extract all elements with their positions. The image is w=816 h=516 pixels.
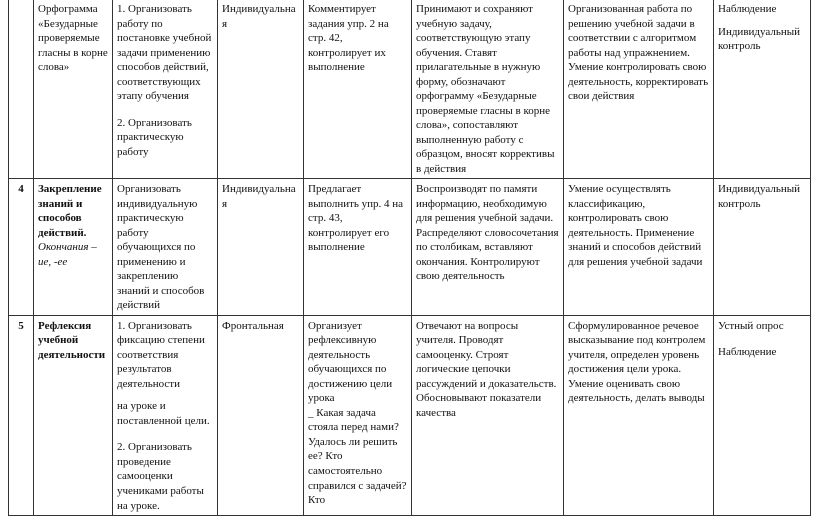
stage-cell — [34, 0, 113, 179]
task-item: на уроке и поставленной цели. — [117, 400, 210, 427]
teacher-activity-cell — [304, 0, 412, 179]
results-cell: Сформулированное речевое высказывание под контролем учителя, определен уровень достижения цели урока. Умение оценивать свою деятельность, делать выводы — [564, 315, 714, 515]
stage-number-cell: 5 — [9, 315, 34, 515]
form-cell: Фронтальная — [218, 315, 304, 515]
teacher-activity-cell — [304, 179, 412, 316]
task-item: Организовать индивидуальную практическую работу обучающихся по применению и закреплению знаний и способов действий — [117, 183, 205, 312]
tasks-cell — [113, 0, 218, 179]
stage-title: Закрепление знаний и способов действий. — [38, 183, 102, 239]
control-item: Наблюдение — [718, 346, 777, 359]
control-item: Наблюдение — [718, 3, 777, 15]
table-row — [9, 179, 811, 316]
teacher-text: _ Какая задача стояла перед нами? Удалось ли решить ее? Кто самостоятельно справился с задачей? Кто — [308, 406, 407, 507]
task-item: 1. Организовать работу по постановке учебной задачи применению способов действий, соответствующих этапу обучения — [117, 3, 212, 103]
teacher-text: Комментирует задания упр. 2 на стр. 42, контролирует их выполнение — [308, 3, 389, 74]
results-cell: Умение осуществлять классификацию, контролировать свою деятельность. Применение знаний и способов действий для решения учебной задачи — [564, 179, 714, 316]
control-cell — [714, 315, 811, 515]
tasks-cell — [113, 179, 218, 316]
students-activity-cell: Отвечают на вопросы учителя. Проводят самооценку. Строят логические цепочки рассуждений и доказательств. Обосновывают показатели качества — [412, 315, 564, 515]
control-item: Индивидуальный контроль — [718, 183, 800, 210]
task-item: 1. Организовать фиксацию степени соответствия результатов деятельности — [117, 319, 205, 390]
form-cell: Индивидуальная — [218, 0, 304, 179]
results-cell: Организованная работа по решению учебной задачи в соответствии с алгоритмом работы над упражнением. Умение контролировать свою деятельность, корректировать свои действия — [564, 0, 714, 179]
stage-title: Рефлексия учебной деятельности — [38, 319, 106, 361]
teacher-text: Организует рефлексивную деятельность обучающихся по достижению цели урока — [308, 319, 393, 405]
students-activity-cell: Принимают и сохраняют учебную задачу, соответствующую этапу обучения. Ставят прилагательные в нужную форму, обозначают орфограмму «Безударные проверяемые гласны в корне слова», сопоставляют выполненную работу с образцом, вносят коррективы в действия — [412, 0, 564, 179]
lesson-plan-table — [8, 0, 811, 516]
task-item: 2. Организовать проведение самооценки учениками работы на уроке. — [117, 441, 204, 512]
form-cell: Индивидуальная — [218, 179, 304, 316]
stage-text: Орфограмма «Безударные проверяемые гласны в корне слова» — [38, 3, 108, 74]
task-item: 2. Организовать практическую работу — [117, 116, 192, 158]
students-activity-cell: Воспроизводят по памяти информацию, необходимую для решения учебной задачи. Распределяют словосочетания по столбикам, вставляют окончания. Контролируют свою деятельность — [412, 179, 564, 316]
stage-subtitle: Окончания – ие, -ее — [38, 241, 97, 268]
stage-number-cell — [9, 0, 34, 179]
control-cell — [714, 0, 811, 179]
table-row — [9, 0, 811, 179]
stage-cell — [34, 315, 113, 515]
stage-number-cell: 4 — [9, 179, 34, 316]
table-row — [9, 315, 811, 515]
teacher-activity-cell — [304, 315, 412, 515]
control-item: Устный опрос — [718, 319, 784, 332]
control-item: Индивидуальный контроль — [718, 25, 800, 53]
stage-cell — [34, 179, 113, 316]
teacher-text: Предлагает выполнить упр. 4 на стр. 43, контролирует его выполнение — [308, 183, 404, 254]
tasks-cell — [113, 315, 218, 515]
control-cell — [714, 179, 811, 316]
